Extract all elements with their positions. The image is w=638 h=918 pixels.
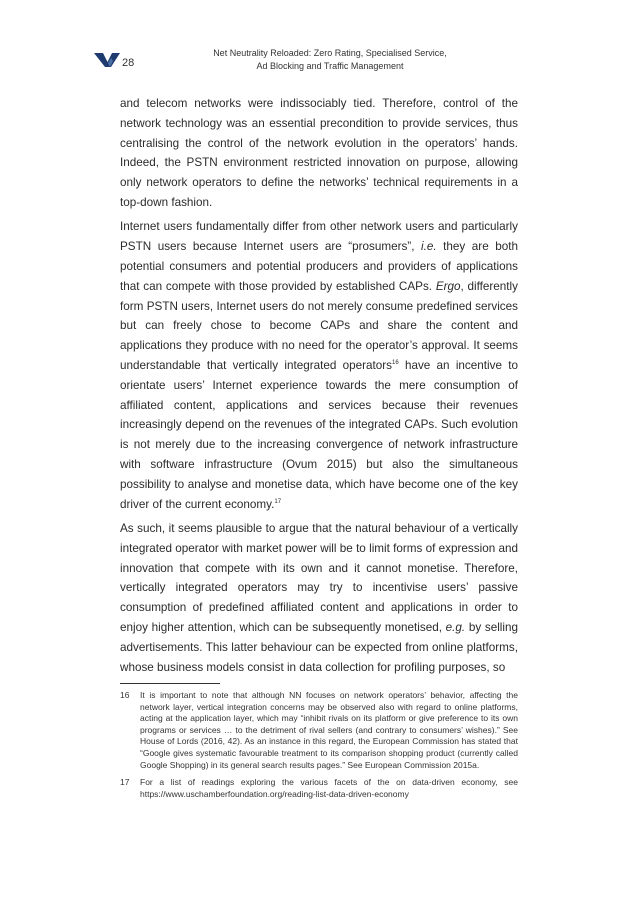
running-header xyxy=(185,47,475,72)
footnote-number: 17 xyxy=(120,777,130,788)
paragraph-2-part-b: they are both potential consumers and potential producers and providers of applications that can compete with those provided by established CAPs. xyxy=(120,240,518,293)
footnotes xyxy=(120,690,518,806)
footnote-number: 16 xyxy=(120,690,130,700)
footnote-17 xyxy=(120,777,518,800)
header-title-line2: Ad Blocking and Traffic Management xyxy=(256,60,404,71)
footnote-16 xyxy=(120,690,518,771)
footnote-ref-17[interactable]: 17 xyxy=(274,498,282,505)
ergo-italic: Ergo xyxy=(435,279,461,293)
header-title-line1: Net Neutrality Reloaded: Zero Rating, Specialised Service, xyxy=(213,48,447,58)
paragraph-3-part-b: by selling advertisements. This latter behaviour can be expected from online platforms, whose business models consist in data collection for profiling purposes, so xyxy=(120,620,518,674)
paragraph-3 xyxy=(120,519,518,677)
paragraph-2-part-a: Internet users fundamentally differ from other network users and particularly PSTN users because Internet users are “prosumers”, xyxy=(120,220,518,254)
publisher-logo-icon xyxy=(94,52,120,68)
footnote-text: It is important to note that although NN focuses on network operators’ behavior, affecting the network layer, vertical integration concerns may be observed also with regard to online platforms, acting at the application layer, which may “inhibit rivals on its platform or give preference to its own programs or services … to the detriment of rival sellers (and contrary to consumers’ wishes).” See House of Lords (2016, 42). As an instance in this regard, the European Commission has stated that “Google gives systematic favourable treatment to its comparison shopping product (currently called Google Shopping) in its general search results pages.” See European Commission 2015a. xyxy=(140,690,518,770)
paragraph-2-part-d: have an incentive to orientate users’ Internet experience towards the mere consumption of affiliated content, applications and services because their revenues increasingly depend on the revenues of the integrated CAPs. Such evolution is not merely due to the increasing convergence of network infrastructure with software infrastructure (Ovum 2015) but also the simultaneous possibility to analyse and monetise data, which have become one of the key driver of the current economy. xyxy=(120,358,518,511)
footnote-ref-16[interactable]: 16 xyxy=(391,359,399,366)
paragraph-1: and telecom networks were indissociably tied. Therefore, control of the network technology was an essential precondition to provide services, thus centralising the control of the network evolution in the operators’ hands. Indeed, the PSTN environment restricted innovation on purpose, allowing only network operators to define the networks’ technical requirements in a top-down fashion. xyxy=(120,97,518,209)
main-text xyxy=(120,94,518,682)
ie-italic: i.e. xyxy=(421,240,437,254)
eg-italic: e.g. xyxy=(445,620,466,634)
paragraph-3-part-a: As such, it seems plausible to argue that the natural behaviour of a vertically integrated operator with market power will be to limit forms of expression and innovation that compete with its own and it cannot monetise. Therefore, vertically integrated operators may try to incentivise users’ passive consumption of predefined affiliated content and applications in order to enjoy higher attention, which can be subsequently monetised, xyxy=(120,521,518,634)
paragraph-2-part-c: , differently form PSTN users, Internet users do not merely consume predefined services but can freely chose to become CAPs and share the content and applications they produce with no need for the operator’s approval. It seems understandable that vertically integrated operators xyxy=(120,279,518,372)
page-number: 28 xyxy=(122,57,135,69)
footnote-divider xyxy=(120,683,220,684)
footnote-text[interactable]: For a list of readings exploring the various facets of the on data-driven economy, see https://www.uschamberfoundation.org/reading-list-data-driven-economy xyxy=(140,777,518,799)
paragraph-2 xyxy=(120,217,518,514)
